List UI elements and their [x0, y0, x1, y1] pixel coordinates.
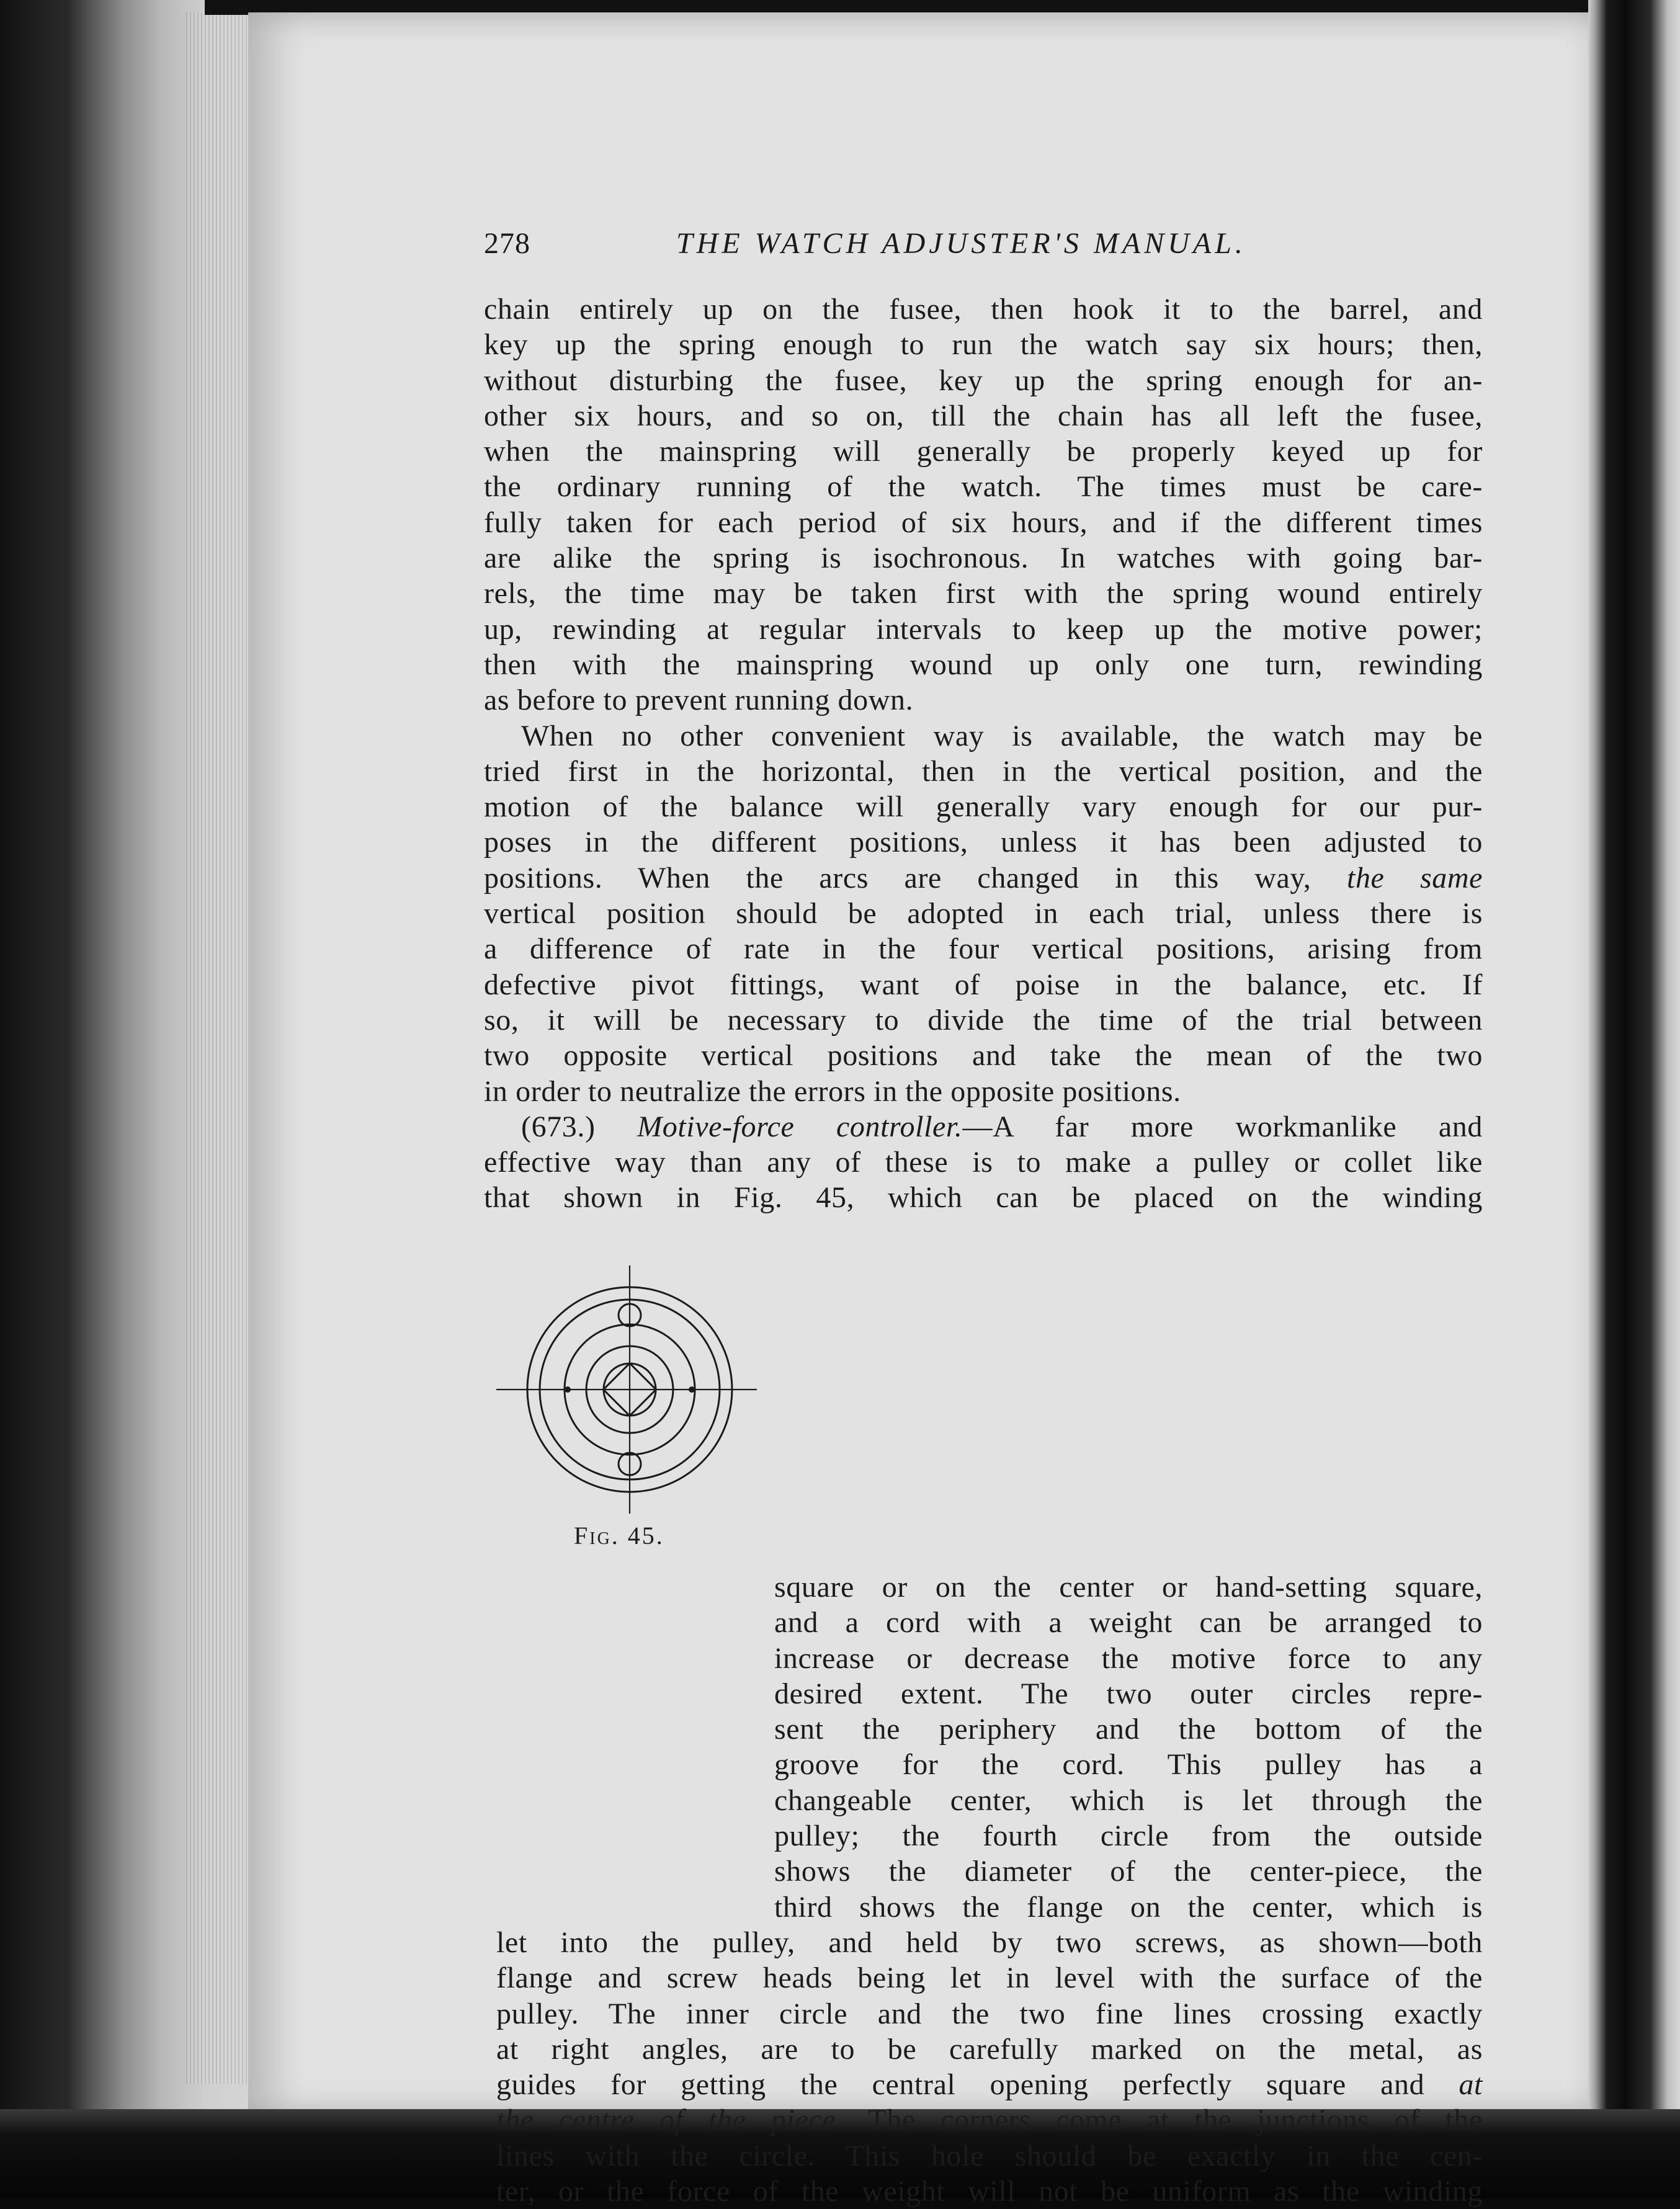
text-line [484, 1109, 1483, 1145]
text-line: rels, the time may be taken first with the spring wound entirely [484, 577, 1483, 610]
text-line [496, 2067, 1483, 2102]
text-span: —A far more workmanlike and [962, 1110, 1483, 1143]
paragraph-3-after-figure [496, 1925, 1483, 2209]
text-line: effective way than any of these is to make a pulley or collet like [484, 1146, 1483, 1179]
text-span: positions. When the arcs are changed in this way, [484, 861, 1311, 895]
text-line: chain entirely up on the fusee, then hook it to the barrel, and [484, 293, 1483, 326]
text-line: pulley; the fourth circle from the outside [774, 1819, 1483, 1853]
text-line: sent the periphery and the bottom of the [774, 1713, 1483, 1746]
text-line: poses in the different positions, unless it has been adjusted to [484, 826, 1483, 859]
text-line: shows the diameter of the center-piece, the [774, 1855, 1483, 1888]
text-line: two opposite vertical positions and take the mean of the two [484, 1039, 1483, 1073]
text-line: changeable center, which is let through the [774, 1783, 1483, 1817]
text-line: fully taken for each period of six hours, and if the different times [484, 506, 1483, 539]
figure-caption: Fig. 45. [574, 1522, 664, 1550]
text-line: third shows the flange on the center, which is [774, 1890, 1483, 1924]
text-line: lines with the circle. This hole should be exactly in the cen- [496, 2139, 1483, 2172]
text-line: let into the pulley, and held by two screws, as shown—both [496, 1926, 1483, 1959]
text-span: guides for getting the central opening perfectly square and [496, 2068, 1425, 2102]
text-line: vertical position should be adopted in each trial, unless there is [484, 897, 1483, 930]
text-line: when the mainspring will generally be properly keyed up for [484, 435, 1483, 468]
section-number: (673.) [521, 1110, 596, 1143]
book-gutter [1588, 0, 1680, 2198]
text-line: tried first in the horizontal, then in the vertical position, and the [484, 754, 1483, 788]
text-line: ter, or the force of the weight will not be uniform as the winding [496, 2175, 1483, 2208]
text-line: up, rewinding at regular intervals to keep up the motive power; [484, 612, 1483, 646]
text-line: pulley. The inner circle and the two fine lines crossing exactly [496, 1997, 1483, 2030]
italic-phrase: the centre of the piece. [496, 2104, 844, 2137]
text-line: then with the mainspring wound up only one turn, rewinding [484, 648, 1483, 681]
italic-phrase: at [1459, 2068, 1483, 2102]
text-line: in order to neutralize the errors in the opposite positions. [484, 1074, 1181, 1108]
running-head [484, 226, 1309, 270]
text-line: as before to prevent running down. [484, 684, 914, 717]
paragraph-1 [484, 292, 1483, 1216]
page-number: 278 [484, 227, 530, 260]
paragraph-3-beside-figure [774, 1569, 1483, 1925]
text-line: and a cord with a weight can be arranged to [774, 1606, 1483, 1640]
text-line: desired extent. The two outer circles repre- [774, 1677, 1483, 1710]
text-line: flange and screw heads being let in level with the surface of the [496, 1961, 1483, 1995]
text-line: When no other convenient way is available, the watch may be [521, 719, 1483, 752]
text-line: key up the spring enough to run the watch say six hours; then, [484, 328, 1483, 362]
text-line: at right angles, are to be carefully marked on the metal, as [496, 2032, 1483, 2066]
page-stack-lines [186, 12, 254, 2084]
text-line [484, 860, 1483, 896]
text-line: other six hours, and so on, till the chain has all left the fusee, [484, 399, 1483, 432]
text-line: groove for the cord. This pulley has a [774, 1748, 1483, 1782]
figure-45-pulley-diagram [493, 1259, 760, 1557]
text-line: are alike the spring is isochronous. In watches with going bar- [484, 542, 1483, 575]
text-line: the ordinary running of the watch. The times must be care- [484, 470, 1483, 504]
section-heading: Motive-force controller. [637, 1110, 963, 1143]
italic-phrase: the same [1347, 861, 1483, 895]
text-line: that shown in Fig. 45, which can be placed on the winding [484, 1181, 1483, 1215]
text-line: increase or decrease the motive force to any [774, 1641, 1483, 1675]
text-line: motion of the balance will generally vary enough for our pur- [484, 790, 1483, 824]
text-line: without disturbing the fusee, key up the spring enough for an- [484, 364, 1483, 397]
running-title: THE WATCH ADJUSTER'S MANUAL. [676, 227, 1246, 260]
text-line [496, 2102, 1483, 2138]
text-span: The corners come at the junctions of the [868, 2104, 1483, 2137]
text-line: a difference of rate in the four vertical positions, arising from [484, 932, 1483, 966]
text-line: square or on the center or hand-setting square, [774, 1571, 1483, 1604]
text-line: defective pivot fittings, want of poise in the balance, etc. If [484, 968, 1483, 1001]
text-line: so, it will be necessary to divide the time of the trial between [484, 1003, 1483, 1037]
